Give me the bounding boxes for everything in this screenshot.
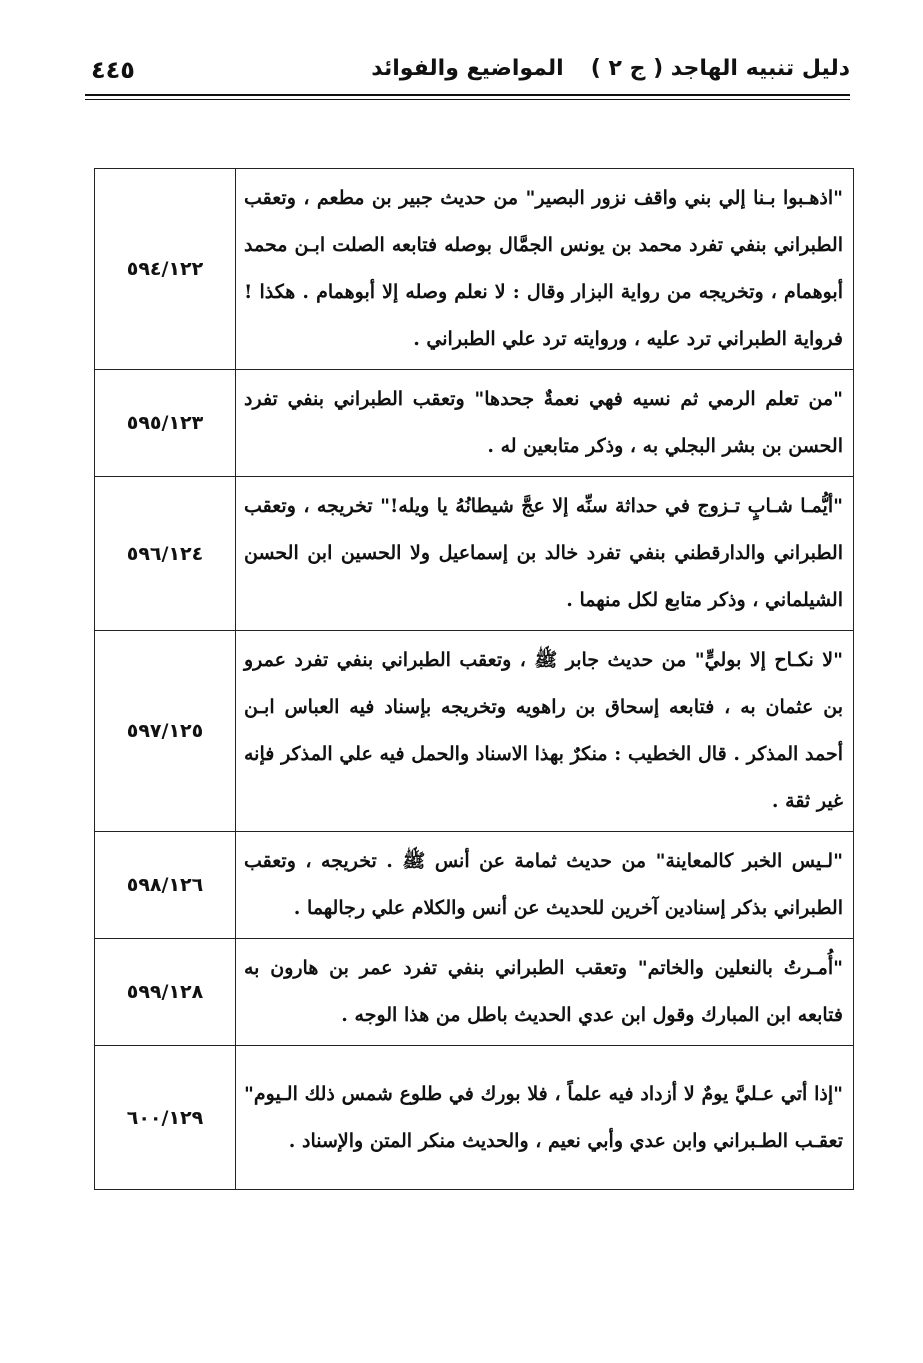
page-number: ٤٤٥: [91, 56, 135, 84]
table-row: [95, 832, 854, 939]
table-row: [95, 631, 854, 832]
header-rule-thick: [85, 94, 850, 96]
entries-table: [94, 168, 854, 1190]
entry-text: "اذهـبوا بـنا إلي بني واقف نزور البصير" من حديث جبير بن مطعم ، وتعقب الطبراني بنفي تفرد محمد بن يونس الجمَّال بوصله فتابعه الصلت ابـن محمد أبوهمام ، وتخريجه من رواية البزار وقال : لا نعلم وصله إلا أبوهمام . هكذا ! فرواية الطبراني ترد عليه ، وروايته ترد علي الطبراني .: [236, 169, 854, 370]
entry-reference: ٥٩٨/١٢٦: [95, 832, 236, 939]
entry-text: "لـيس الخبر كالمعاينة" من حديث ثمامة عن أنس ﷺ . تخريجه ، وتعقب الطبراني بذكر إسنادين آخرين للحديث عن أنس والكلام علي رجالهما .: [236, 832, 854, 939]
running-header: [85, 50, 850, 94]
table-row: [95, 169, 854, 370]
entry-reference: ٦٠٠/١٢٩: [95, 1046, 236, 1190]
table-row: [95, 1046, 854, 1190]
entry-reference: ٥٩٥/١٢٣: [95, 370, 236, 477]
book-title: دليل تنبيه الهاجد ( ج ٢ ): [590, 56, 850, 81]
entry-reference: ٥٩٦/١٢٤: [95, 477, 236, 631]
section-topic: المواضيع والفوائد: [371, 56, 564, 81]
entry-text: "لا نكـاح إلا بوليٍّ" من حديث جابر ﷺ ، وتعقب الطبراني بنفي تفرد عمرو بن عثمان به ، فتابعه إسحاق بن راهويه وتخريجه بإسناد فيه العباس ابـن أحمد المذكر . قال الخطيب : منكرٌ بهذا الاسناد والحمل فيه علي المذكر فإنه غير ثقة .: [236, 631, 854, 832]
table-row: [95, 477, 854, 631]
header-rule-thin: [85, 99, 850, 100]
entry-reference: ٥٩٩/١٢٨: [95, 939, 236, 1046]
entry-text: "من تعلم الرمي ثم نسيه فهي نعمةٌ جحدها" وتعقب الطبراني بنفي تفرد الحسن بن بشر البجلي به ، وذكر متابعين له .: [236, 370, 854, 477]
entry-reference: ٥٩٤/١٢٢: [95, 169, 236, 370]
entry-text: "أيُّمـا شـابٍ تـزوج في حداثة سنِّه إلا عجَّ شيطانُهُ يا ويله!" تخريجه ، وتعقب الطبراني والدارقطني بنفي تفرد خالد بن إسماعيل ولا الحسين ابن الحسن الشيلماني ، وذكر متابع لكل منهما .: [236, 477, 854, 631]
entry-reference: ٥٩٧/١٢٥: [95, 631, 236, 832]
entry-text: "أُمـرتُ بالنعلين والخاتم" وتعقب الطبراني بنفي تفرد عمر بن هارون به فتابعه ابن المبارك وقول ابن عدي الحديث باطل من هذا الوجه .: [236, 939, 854, 1046]
table-row: [95, 939, 854, 1046]
entry-text: "إذا أتي عـليَّ يومٌ لا أزداد فيه علماً ، فلا بورك في طلوع شمس ذلك الـيوم" تعقـب الطـبراني وابن عدي وأبي نعيم ، والحديث منكر المتن والإسناد .: [236, 1046, 854, 1190]
table-row: [95, 370, 854, 477]
